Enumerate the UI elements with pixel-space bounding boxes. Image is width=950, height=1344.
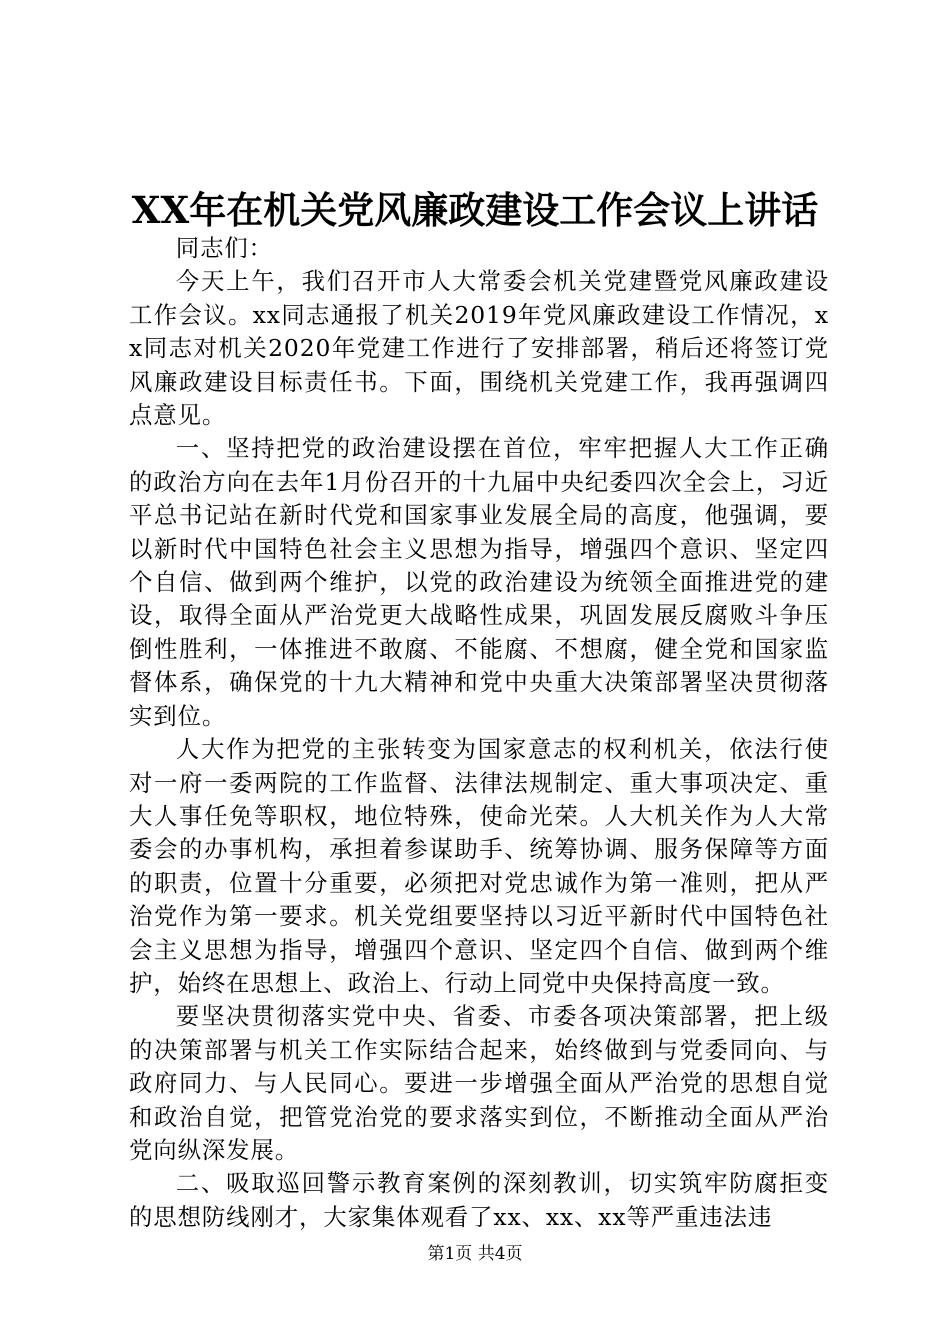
paragraph-implementation: 要坚决贯彻落实党中央、省委、市委各项决策部署，把上级的决策部署与机关工作实际结合起来，始终做到与党委同向、与政府同力、与人民同心。要进一步增强全面从严治党的思想自觉和政治自觉，把管党治党的要求落实到位，不断推动全面从严治党向纵深发展。 [129, 1002, 829, 1164]
paragraph-point-one: 一、坚持把党的政治建设摆在首位，牢牢把握人大工作正确的政治方向在去年1月份召开的十九届中央纪委四次全会上，习近平总书记站在新时代党和国家事业发展全局的高度，他强调，要以新时代中国特色社会主义思想为指导，增强四个意识、坚定四个自信、做到两个维护，以党的政治建设为统领全面推进党的建设，取得全面从严治党更大战略性成果，巩固发展反腐败斗争压倒性胜利，一体推进不敢腐、不能腐、不想腐，健全党和国家监督体系，确保党的十九大精神和党中央重大决策部署坚决贯彻落实到位。 [129, 434, 829, 730]
paragraph-npc-role: 人大作为把党的主张转变为国家意志的权利机关，依法行使对一府一委两院的工作监督、法律法规制定、重大事项决定、重大人事任免等职权，地位特殊，使命光荣。人大机关作为人大常委会的办事机构，承担着参谋助手、统筹协调、服务保障等方面的职责，位置十分重要，必须把对党忠诚作为第一准则，把从严治党作为第一要求。机关党组要坚持以习近平新时代中国特色社会主义思想为指导，增强四个意识、坚定四个自信、做到两个维护，始终在思想上、政治上、行动上同党中央保持高度一致。 [129, 735, 829, 997]
page-number-footer: 第1页 共4页 [427, 1244, 523, 1264]
document-title: XX年在机关党风廉政建设工作会议上讲话 [131, 188, 819, 232]
paragraph-point-two: 二、吸取巡回警示教育案例的深刻教训，切实筑牢防腐拒变的思想防线刚才，大家集体观看了xx、xx、xx等严重违法违 [129, 1169, 829, 1231]
salutation: 同志们： [175, 234, 273, 262]
paragraph-intro: 今天上午，我们召开市人大常委会机关党建暨党风廉政建设工作会议。xx同志通报了机关2019年党风廉政建设工作情况，xx同志对机关2020年党建工作进行了安排部署，稍后还将签订党风廉政建设目标责任书。下面，围绕机关党建工作，我再强调四点意见。 [129, 267, 829, 430]
document-body [129, 232, 829, 1234]
